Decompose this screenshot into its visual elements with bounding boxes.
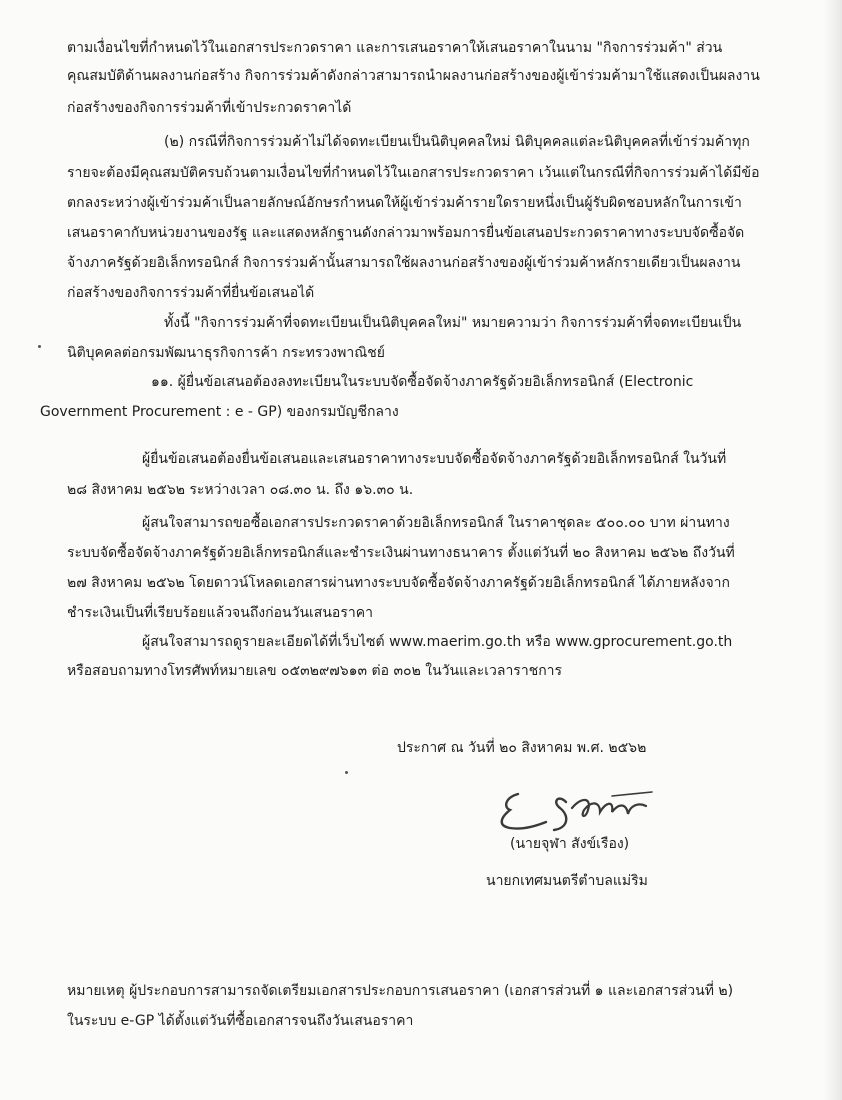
text-line: ๒๗ สิงหาคม ๒๕๖๒ โดยดาวน์โหลดเอกสารผ่านทางระบบจัดซื้อจัดจ้างภาครัฐด้วยอิเล็กทรอนิกส์ ได้ภายหลังจาก xyxy=(67,575,731,591)
text-line: ทั้งนี้ "กิจการร่วมค้าที่จดทะเบียนเป็นนิติบุคคลใหม่" หมายความว่า กิจการร่วมค้าที่จดทะเบียนเป็น xyxy=(164,315,742,331)
text-line: คุณสมบัติด้านผลงานก่อสร้าง กิจการร่วมค้าดังกล่าวสามารถนำผลงานก่อสร้างของผู้เข้าร่วมค้ามาใช้แสดงเป็นผลงาน xyxy=(67,68,760,84)
text-line: ตามเงื่อนไขที่กำหนดไว้ในเอกสารประกวดราคา และการเสนอราคาให้เสนอราคาในนาม "กิจการร่วมค้า" ส่วน xyxy=(67,40,723,56)
note-line: หมายเหตุ ผู้ประกอบการสามารถจัดเตรียมเอกสารประกอบการเสนอราคา (เอกสารส่วนที่ ๑ และเอกสารส่วนที่ ๒) xyxy=(67,983,734,999)
text-line: ผู้สนใจสามารถดูรายละเอียดได้ที่เว็บไซต์ www.maerim.go.th หรือ www.gprocurement.go.th xyxy=(142,634,733,650)
page-edge-shadow xyxy=(824,0,842,1100)
text-line: ตกลงระหว่างผู้เข้าร่วมค้าเป็นลายลักษณ์อักษรกำหนดให้ผู้เข้าร่วมค้ารายใดรายหนึ่งเป็นผู้รับผิดชอบหลักในการเข้า xyxy=(67,195,742,211)
text-line: ชำระเงินเป็นที่เรียบร้อยแล้วจนถึงก่อนวันเสนอราคา xyxy=(67,605,373,621)
scan-speck xyxy=(345,771,348,774)
text-line: รายจะต้องมีคุณสมบัติครบถ้วนตามเงื่อนไขที่กำหนดไว้ในเอกสารประกวดราคา เว้นแต่ในกรณีที่กิจการร่วมค้าได้มีข้อ xyxy=(67,165,760,181)
text-line: นิติบุคคลต่อกรมพัฒนาธุรกิจการค้า กระทรวงพาณิชย์ xyxy=(67,345,385,361)
scan-speck xyxy=(38,345,41,348)
text-line: ก่อสร้างของกิจการร่วมค้าที่ยื่นข้อเสนอได้ xyxy=(67,285,315,301)
text-line: หรือสอบถามทางโทรศัพท์หมายเลข ๐๕๓๒๙๗๖๑๓ ต่อ ๓๐๒ ในวันและเวลาราชการ xyxy=(67,663,563,679)
signatory-title: นายกเทศมนตรีตำบลแม่ริม xyxy=(486,873,648,889)
text-line: ระบบจัดซื้อจัดจ้างภาครัฐด้วยอิเล็กทรอนิกส์และชำระเงินผ่านทางธนาคาร ตั้งแต่วันที่ ๒๐ สิงหาคม ๒๕๖๒ ถึงวันที่ xyxy=(67,545,735,561)
signatory-name: (นายจุฬา สังข์เรือง) xyxy=(510,836,630,852)
text-line: ก่อสร้างของกิจการร่วมค้าที่เข้าประกวดราคาได้ xyxy=(67,100,352,116)
text-line: ผู้สนใจสามารถขอซื้อเอกสารประกวดราคาด้วยอิเล็กทรอนิกส์ ในราคาชุดละ ๕๐๐.๐๐ บาท ผ่านทาง xyxy=(142,515,730,531)
text-line: Government Procurement : e - GP) ของกรมบัญชีกลาง xyxy=(40,404,399,420)
text-line: (๒) กรณีที่กิจการร่วมค้าไม่ได้จดทะเบียนเป็นนิติบุคคลใหม่ นิติบุคคลแต่ละนิติบุคคลที่เข้าร่วมค้าทุก xyxy=(164,134,750,150)
note-line: ในระบบ e-GP ได้ตั้งแต่วันที่ซื้อเอกสารจนถึงวันเสนอราคา xyxy=(67,1013,414,1029)
text-line: จ้างภาครัฐด้วยอิเล็กทรอนิกส์ กิจการร่วมค้านั้นสามารถใช้ผลงานก่อสร้างของผู้เข้าร่วมค้าหลักรายเดียวเป็นผลงาน xyxy=(67,255,741,271)
signature xyxy=(496,788,676,836)
text-line: ๑๑. ผู้ยื่นข้อเสนอต้องลงทะเบียนในระบบจัดซื้อจัดจ้างภาครัฐด้วยอิเล็กทรอนิกส์ (Electronic xyxy=(151,374,694,390)
text-line: ๒๘ สิงหาคม ๒๕๖๒ ระหว่างเวลา ๐๘.๓๐ น. ถึง ๑๖.๓๐ น. xyxy=(67,482,414,498)
announcement-date: ประกาศ ณ วันที่ ๒๐ สิงหาคม พ.ศ. ๒๕๖๒ xyxy=(397,740,647,756)
text-line: เสนอราคากับหน่วยงานของรัฐ และแสดงหลักฐานดังกล่าวมาพร้อมการยื่นข้อเสนอประกวดราคาทางระบบจัดซื้อจัด xyxy=(67,225,745,241)
text-line: ผู้ยื่นข้อเสนอต้องยื่นข้อเสนอและเสนอราคาทางระบบจัดซื้อจัดจ้างภาครัฐด้วยอิเล็กทรอนิกส์ ในวันที่ xyxy=(142,451,727,467)
